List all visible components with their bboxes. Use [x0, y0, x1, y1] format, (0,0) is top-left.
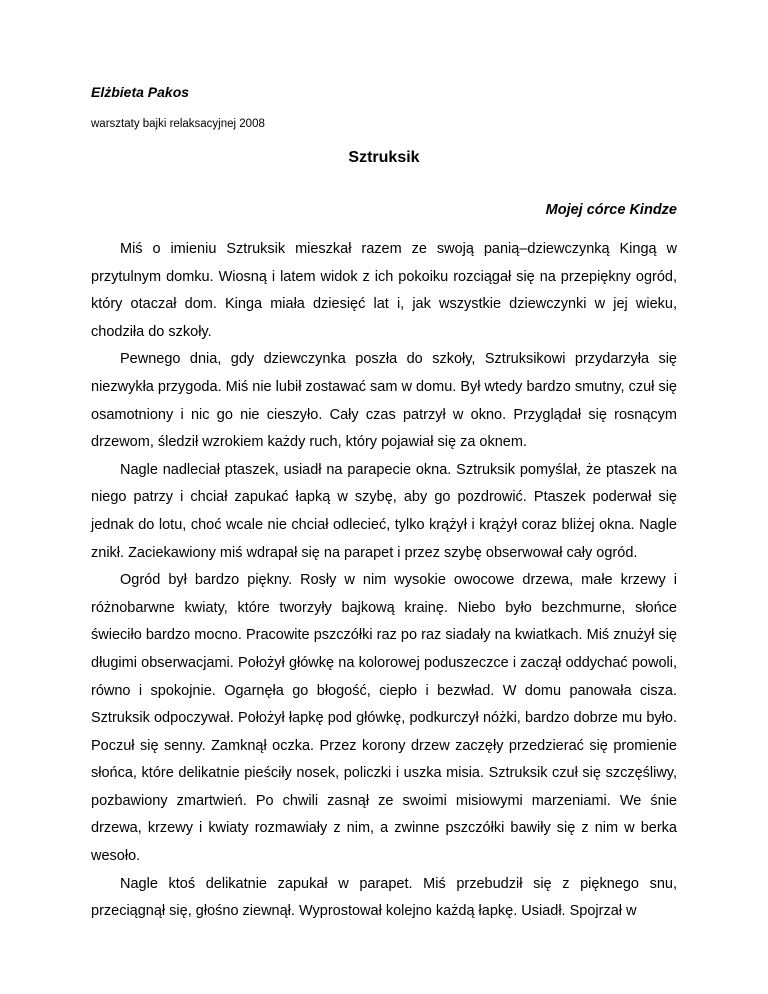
- paragraph-1: Miś o imieniu Sztruksik mieszkał razem ze swoją panią–dziewczynką Kingą w przytulnym domku. Wiosną i latem widok z ich pokoiku rozciągał się na przepiękny ogród, który otaczał dom. Kinga miała dziesięć lat i, jak wszystkie dziewczynki w jej wieku, chodziła do szkoły.: [91, 241, 677, 340]
- paragraph-5: Nagle ktoś delikatnie zapukał w parapet. Miś przebudził się z pięknego snu, przeciągnął się, głośno ziewnął. Wyprostował kolejno każdą łapkę. Usiadł. Spojrzał w: [91, 875, 677, 920]
- paragraph-2: Pewnego dnia, gdy dziewczynka poszła do szkoły, Sztruksikowi przydarzyła się niezwykła przygoda. Miś nie lubił zostawać sam w domu. Był wtedy bardzo smutny, czuł się osamotniony i nic go nie cieszyło. Cały czas patrzył w okno. Przyglądał się rosnącym drzewom, śledził wzrokiem każdy ruch, który pojawiał się za oknem.: [91, 351, 677, 451]
- story-title: Sztruksik: [348, 149, 420, 166]
- paragraph-4: Ogród był bardzo piękny. Rosły w nim wysokie owocowe drzewa, małe krzewy i różnobarwne kwiaty, które tworzyły bajkową krainę. Niebo było bezchmurne, słońce świeciło bardzo mocno. Pracowite pszczółki raz po raz siadały na kwiatkach. Miś znużył się długimi obserwacjami. Położył główkę na kolorowej poduszeczce i zaczął oddychać powoli, równo i spokojnie. Ogarnęła go błogość, ciepło i bezwład. W domu panowała cisza. Sztruksik odpoczywał. Położył łapkę pod główkę, podkurczył nóżki, bardzo dobrze mu było. Poczuł się senny. Zamknął oczka. Przez korony drzew zaczęły przedzierać się promienie słońca, które delikatnie pieściły nosek, policzki i uszka misia. Sztruksik czuł się szczęśliwy, pozbawiony zmartwień. Po chwili zasnął ze swoimi misiowymi marzeniami. We śnie drzewa, krzewy i kwiaty rozmawiały z nim, a zwinne pszczółki bawiły się z nim w berka wesoło.: [91, 572, 677, 865]
- story-body: [91, 236, 677, 926]
- paragraph-3: Nagle nadleciał ptaszek, usiadł na parapecie okna. Sztruksik pomyślał, że ptaszek na niego patrzy i chciał zapukać łapką w szybę, aby go pozdrowić. Ptaszek poderwał się jednak do lotu, choć wcale nie chciał odlecieć, tylko krążył i krążył coraz bliżej okna. Nagle znikł. Zaciekawiony miś wdrapał się na parapet i przez szybę obserwował cały ogród.: [91, 461, 677, 561]
- document-subtitle: warsztaty bajki relaksacyjnej 2008: [91, 118, 265, 130]
- dedication: Mojej córce Kindze: [545, 202, 677, 218]
- author-name: Elżbieta Pakos: [91, 84, 190, 100]
